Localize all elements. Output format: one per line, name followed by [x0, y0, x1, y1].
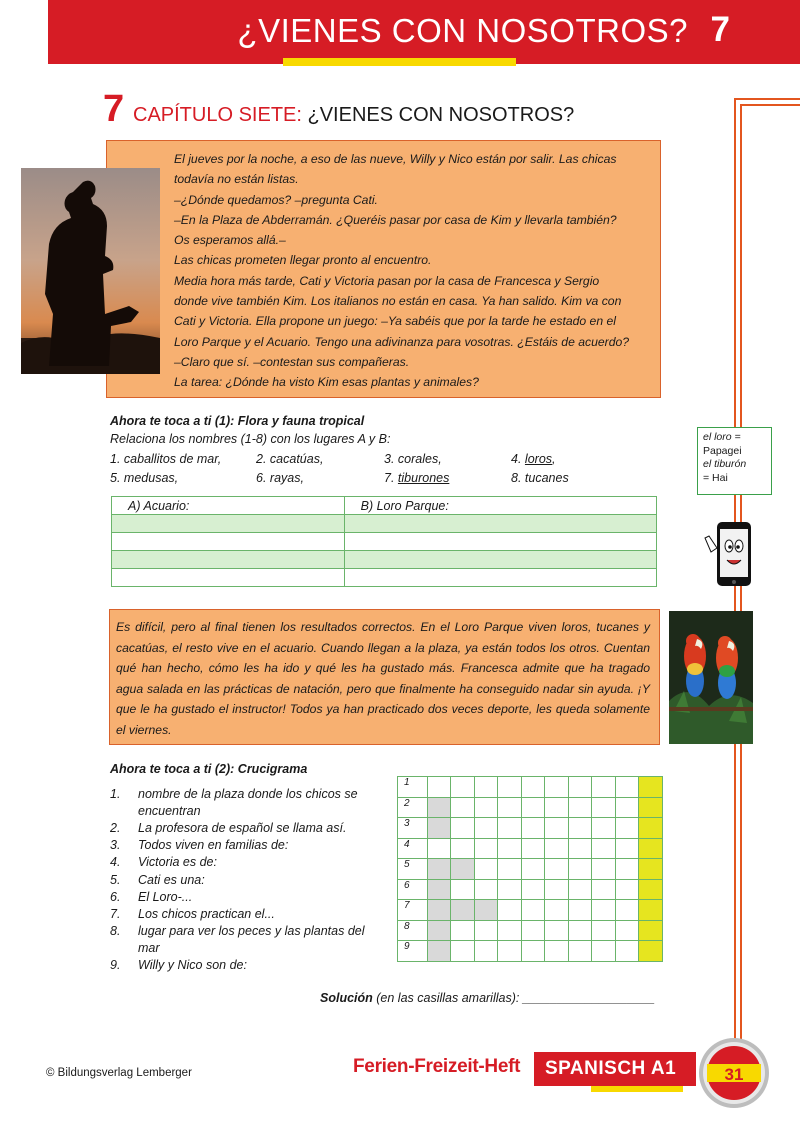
letter-cell[interactable]: [474, 777, 498, 798]
blocked-cell: [427, 859, 451, 880]
letter-cell[interactable]: [474, 797, 498, 818]
word-item: 6. rayas,: [256, 471, 304, 485]
solution-line: Solución (en las casillas amarillas): ___________________: [320, 991, 655, 1005]
story-line: El jueves por la noche, a eso de las nueve, Willy y Nico están por salir. Las chicas: [174, 152, 617, 166]
letter-cell[interactable]: [568, 859, 592, 880]
letter-cell[interactable]: [498, 920, 522, 941]
letter-cell[interactable]: [451, 941, 475, 962]
letter-cell[interactable]: [592, 838, 616, 859]
letter-cell[interactable]: [521, 920, 545, 941]
letter-cell[interactable]: [615, 879, 639, 900]
clue-item: 8. lugar para ver los peces y las plantas del mar: [110, 924, 365, 955]
chapter-number: 7: [103, 88, 125, 130]
letter-cell[interactable]: [615, 838, 639, 859]
letter-cell[interactable]: [592, 777, 616, 798]
sorting-table: [111, 496, 657, 587]
letter-cell[interactable]: [545, 879, 569, 900]
letter-cell[interactable]: [615, 941, 639, 962]
clue-item: 4. Victoria es de:: [110, 855, 217, 870]
crossword-row: [398, 777, 663, 798]
letter-cell[interactable]: [498, 838, 522, 859]
clue-item: 9. Willy y Nico son de:: [110, 958, 247, 973]
blocked-cell: [427, 879, 451, 900]
letter-cell[interactable]: [592, 859, 616, 880]
letter-cell[interactable]: [474, 818, 498, 839]
crossword-row: [398, 879, 663, 900]
crossword-clues: [110, 786, 380, 974]
letter-cell[interactable]: [568, 879, 592, 900]
letter-cell[interactable]: [568, 797, 592, 818]
word-item: 5. medusas,: [110, 471, 179, 485]
letter-cell[interactable]: [615, 920, 639, 941]
letter-cell[interactable]: [474, 920, 498, 941]
letter-cell[interactable]: [615, 900, 639, 921]
blocked-cell: [427, 797, 451, 818]
letter-cell[interactable]: [521, 879, 545, 900]
story-line: Cati y Victoria. Ella propone un juego: –Ya sabéis que por la tarde he estado en el: [174, 314, 616, 329]
letter-cell[interactable]: [615, 797, 639, 818]
task1-instruction: Relaciona los nombres (1-8) con los lugares A y B:: [110, 432, 391, 446]
vocab-note: el loro = Papagei el tiburón = Hai: [697, 427, 772, 495]
letter-cell[interactable]: [498, 818, 522, 839]
story-line: Loro Parque y el Acuario. Tengo una adivinanza para vosotras. ¿Estáis de acuerdo?: [174, 334, 630, 349]
solution-cell[interactable]: [639, 859, 663, 880]
letter-cell[interactable]: [592, 818, 616, 839]
level-badge-text: SPANISCH A1: [545, 1058, 677, 1079]
letter-cell[interactable]: [592, 900, 616, 921]
task2-title: Ahora te toca a ti (2): Crucigrama: [110, 762, 308, 776]
letter-cell[interactable]: [474, 879, 498, 900]
letter-cell[interactable]: [451, 920, 475, 941]
solution-cell[interactable]: [639, 879, 663, 900]
letter-cell[interactable]: [521, 941, 545, 962]
letter-cell[interactable]: [451, 879, 475, 900]
answer-cell[interactable]: [112, 551, 345, 569]
crossword-row: [398, 941, 663, 962]
answer-cell[interactable]: [344, 515, 656, 533]
clue-item: 1. nombre de la plaza donde los chicos se encuentran: [110, 787, 358, 818]
letter-cell[interactable]: [545, 859, 569, 880]
header-accent-stripe: [283, 58, 516, 66]
blocked-cell: [451, 900, 475, 921]
chapter-title-text: ¿VIENES CON NOSOTROS?: [307, 104, 575, 126]
answer-cell[interactable]: [112, 533, 345, 551]
story-text-2: Es difícil, pero al final tienen los resultados correctos. En el Loro Parque viven loros, tucanes y cacatúas, el resto vive en el acuario. Cuando llegan a la plaza, ya están todos los otros. Cuentan qué han hecho, cómo les ha ido y qué les ha gustado más. Francesca admite que ha tragado agua salada en las prácticas de natación, pero que finalmente ha conseguido nadar sin ayuda. ¡Y que le ha gustado el instructor! Todos ya han practicado dos veces deporte, les queda solamente el viernes.: [116, 620, 650, 737]
letter-cell[interactable]: [427, 777, 451, 798]
letter-cell[interactable]: [615, 818, 639, 839]
letter-cell[interactable]: [568, 818, 592, 839]
letter-cell[interactable]: [498, 900, 522, 921]
story-line: Media hora más tarde, Cati y Victoria pasan por la casa de Francesca y Sergio: [174, 273, 600, 288]
letter-cell[interactable]: [498, 777, 522, 798]
letter-cell[interactable]: [427, 838, 451, 859]
story-line: Las chicas prometen llegar pronto al encuentro.: [174, 253, 432, 268]
letter-cell[interactable]: [498, 797, 522, 818]
crossword-row: [398, 818, 663, 839]
parrots-photo: [669, 611, 753, 744]
letter-cell[interactable]: [545, 941, 569, 962]
letter-cell[interactable]: [451, 777, 475, 798]
letter-cell[interactable]: [474, 859, 498, 880]
chapter-label: CAPÍTULO SIETE:: [133, 104, 302, 126]
word-item: 2. cacatúas,: [256, 452, 324, 466]
solution-cell[interactable]: [639, 797, 663, 818]
story-line: –En la Plaza de Abderramán. ¿Queréis pasar por casa de Kim y llevarla también?: [174, 212, 617, 227]
blocked-cell: [474, 900, 498, 921]
solution-cell[interactable]: [639, 941, 663, 962]
letter-cell[interactable]: [521, 797, 545, 818]
solution-cell[interactable]: [639, 900, 663, 921]
letter-cell[interactable]: [568, 838, 592, 859]
smartphone-mascot-icon: [703, 520, 763, 590]
letter-cell[interactable]: [568, 941, 592, 962]
clue-item: 7. Los chicos practican el...: [110, 906, 275, 921]
word-item: 7. tiburones: [384, 471, 450, 485]
statue-silhouette-photo: [21, 168, 160, 374]
word-item: 4. loros,: [511, 452, 556, 466]
story-line: Os esperamos allá.–: [174, 233, 286, 248]
crossword-row-label: 7: [398, 900, 428, 921]
story-text-1: [174, 149, 652, 393]
letter-cell[interactable]: [592, 879, 616, 900]
letter-cell[interactable]: [451, 838, 475, 859]
answer-cell[interactable]: [112, 569, 345, 587]
letter-cell[interactable]: [592, 920, 616, 941]
story-line: donde vive también Kim. Los italianos no están en casa. Ya han salido. Kim va con: [174, 294, 622, 309]
letter-cell[interactable]: [521, 838, 545, 859]
letter-cell[interactable]: [521, 777, 545, 798]
letter-cell[interactable]: [498, 879, 522, 900]
crossword-row-label: 1: [398, 777, 428, 798]
answer-cell[interactable]: [112, 515, 345, 533]
word-item: 3. corales,: [384, 452, 442, 466]
story-line: –Claro que sí. –contestan sus compañeras.: [174, 354, 410, 369]
chapter-title: [133, 104, 574, 127]
blocked-cell: [427, 900, 451, 921]
answer-cell[interactable]: [344, 551, 656, 569]
clue-item: 6. El Loro-...: [110, 889, 193, 904]
badge-accent-stripe: [591, 1086, 683, 1092]
crossword-row-label: 8: [398, 920, 428, 941]
letter-cell[interactable]: [568, 920, 592, 941]
crossword-row: [398, 900, 663, 921]
crossword-row: [398, 838, 663, 859]
clue-item: 3. Todos viven en familias de:: [110, 838, 289, 853]
letter-cell[interactable]: [521, 859, 545, 880]
story-line: –¿Dónde quedamos? –pregunta Cati.: [174, 192, 378, 207]
letter-cell[interactable]: [545, 838, 569, 859]
blocked-cell: [451, 859, 475, 880]
letter-cell[interactable]: [545, 900, 569, 921]
clue-item: 2. La profesora de español se llama así.: [110, 820, 347, 835]
letter-cell[interactable]: [451, 797, 475, 818]
crossword-row-label: 6: [398, 879, 428, 900]
letter-cell[interactable]: [498, 859, 522, 880]
letter-cell[interactable]: [615, 777, 639, 798]
letter-cell[interactable]: [568, 777, 592, 798]
brand-title: Ferien-Freizeit-Heft: [353, 1056, 521, 1077]
page-number: 31: [724, 1065, 744, 1084]
blocked-cell: [427, 920, 451, 941]
crossword-row-label: 5: [398, 859, 428, 880]
answer-cell[interactable]: [344, 533, 656, 551]
letter-cell[interactable]: [545, 920, 569, 941]
letter-cell[interactable]: [498, 941, 522, 962]
crossword-row-label: 2: [398, 797, 428, 818]
blocked-cell: [427, 941, 451, 962]
crossword-grid: [397, 776, 663, 962]
header-title: ¿VIENES CON NOSOTROS?: [237, 12, 688, 49]
letter-cell[interactable]: [545, 797, 569, 818]
crossword-row-label: 3: [398, 818, 428, 839]
word-item: 1. caballitos de mar,: [110, 452, 222, 466]
answer-cell[interactable]: [344, 569, 656, 587]
letter-cell[interactable]: [545, 818, 569, 839]
letter-cell[interactable]: [521, 900, 545, 921]
letter-cell[interactable]: [521, 818, 545, 839]
letter-cell[interactable]: [474, 941, 498, 962]
letter-cell[interactable]: [451, 818, 475, 839]
letter-cell[interactable]: [545, 777, 569, 798]
word-item: 8. tucanes: [511, 471, 569, 485]
page-number-bubble: [697, 1036, 771, 1110]
letter-cell[interactable]: [592, 797, 616, 818]
solution-cell[interactable]: [639, 818, 663, 839]
crossword-row: [398, 859, 663, 880]
copyright: © Bildungsverlag Lemberger: [46, 1067, 192, 1079]
letter-cell[interactable]: [592, 941, 616, 962]
story-line: La tarea: ¿Dónde ha visto Kim esas plantas y animales?: [174, 375, 479, 390]
clue-item: 5. Cati es una:: [110, 872, 205, 887]
crossword-row: [398, 797, 663, 818]
story-line: todavía no están listas.: [174, 172, 299, 187]
letter-cell[interactable]: [568, 900, 592, 921]
crossword-row-label: 4: [398, 838, 428, 859]
crossword-row: [398, 920, 663, 941]
crossword-row-label: 9: [398, 941, 428, 962]
blocked-cell: [427, 818, 451, 839]
side-frame-inner: [740, 104, 800, 1100]
letter-cell[interactable]: [615, 859, 639, 880]
solution-cell[interactable]: [639, 777, 663, 798]
letter-cell[interactable]: [474, 838, 498, 859]
column-b-header: B) Loro Parque:: [344, 497, 656, 515]
solution-cell[interactable]: [639, 920, 663, 941]
column-a-header: A) Acuario:: [112, 497, 345, 515]
task1-title: Ahora te toca a ti (1): Flora y fauna tropical: [110, 414, 365, 428]
header-chapter-number: 7: [710, 10, 730, 49]
solution-cell[interactable]: [639, 838, 663, 859]
